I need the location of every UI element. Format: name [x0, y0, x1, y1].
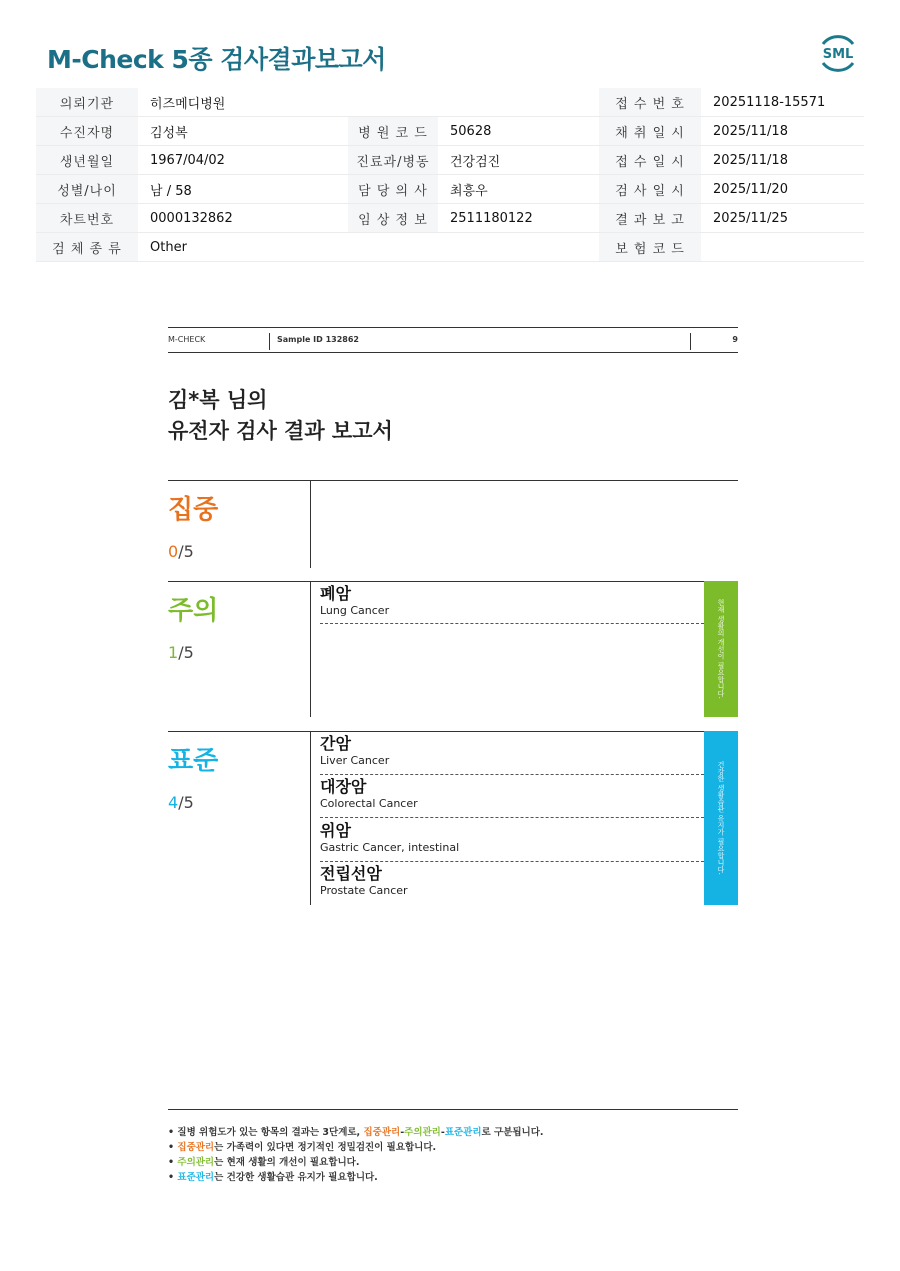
standard-side-text: 건강한 생활습관 유지가 필요합니다.: [717, 761, 725, 875]
value-receipt-date: 2025/11/18: [701, 146, 864, 175]
note-4: [168, 1170, 544, 1185]
legend-notes: [168, 1125, 544, 1185]
label-department: 진료과/병동: [348, 146, 438, 175]
caution-section-divider: [310, 581, 311, 717]
label-test-date: 검 사 일 시: [599, 175, 701, 204]
caution-count-value: 1: [168, 643, 179, 662]
info-row: [36, 88, 864, 117]
value-doctor: 최흥우: [438, 175, 599, 204]
disease-name-ko: 전립선암: [320, 864, 382, 883]
standard-count-value: 4: [168, 793, 179, 812]
value-result-report: 2025/11/25: [701, 204, 864, 233]
standard-category-count: [168, 793, 194, 812]
disease-name-en: Liver Cancer: [320, 754, 390, 767]
label-receipt-date: 접 수 일 시: [599, 146, 701, 175]
standard-category-name: 표준: [168, 746, 219, 776]
report-page: [168, 327, 738, 1227]
note-dash: -: [400, 1127, 405, 1138]
sml-logo: [815, 30, 861, 76]
caution-section-rule: [168, 581, 738, 582]
value-chart-number: 0000132862: [138, 204, 348, 233]
disease-name-en: Prostate Cancer: [320, 884, 408, 897]
focus-count-total: /5: [178, 542, 194, 561]
note-3: [168, 1155, 544, 1170]
standard-count-total: /5: [178, 793, 194, 812]
label-insurance-code: 보 험 코 드: [599, 233, 701, 262]
standard-side-bar: [704, 731, 738, 905]
note-text: 는 건강한 생활습관 유지가 필요합니다.: [214, 1172, 378, 1183]
standard-section-rule: [168, 731, 738, 732]
greeting-line-1: 김*복 님의: [168, 388, 268, 412]
value-patient-name: 김성복: [138, 117, 348, 146]
caution-category-count: [168, 643, 194, 662]
focus-count-value: 0: [168, 542, 179, 561]
list-item: [320, 822, 704, 862]
label-doctor: 담 당 의 사: [348, 175, 438, 204]
page-number: 9: [732, 335, 738, 344]
focus-section-rule: [168, 480, 738, 481]
header-sample-id: Sample ID 132862: [277, 335, 359, 344]
value-receipt-number: 20251118-15571: [701, 88, 864, 117]
label-collection-date: 채 취 일 시: [599, 117, 701, 146]
header-rule-top: [168, 327, 738, 328]
note-2: [168, 1140, 544, 1155]
value-hospital-code: 50628: [438, 117, 599, 146]
label-result-report: 결 과 보 고: [599, 204, 701, 233]
label-sex-age: 성별/나이: [36, 175, 138, 204]
focus-category-count: [168, 542, 194, 561]
note-standard-term: 표준관리: [444, 1127, 482, 1138]
note-dash: -: [440, 1127, 445, 1138]
header-brand: M-CHECK: [168, 335, 206, 344]
caution-side-bar: [704, 581, 738, 717]
disease-name-ko: 위암: [320, 821, 351, 840]
disease-name-ko: 폐암: [320, 584, 351, 603]
report-title: M-Check 5종 검사결과보고서: [47, 45, 386, 74]
list-item: [320, 735, 704, 775]
note-text: 질병 위험도가 있는 항목의 결과는 3단계로,: [177, 1127, 364, 1138]
value-sex-age: 남 / 58: [138, 175, 348, 204]
value-collection-date: 2025/11/18: [701, 117, 864, 146]
note-standard-term: 표준관리: [177, 1172, 215, 1183]
list-item: [320, 865, 704, 904]
disease-name-ko: 대장암: [320, 777, 367, 796]
caution-category-name: 주의: [168, 596, 219, 626]
note-text: 는 현재 생활의 개선이 필요합니다.: [214, 1157, 360, 1168]
label-clinical-info: 임 상 정 보: [348, 204, 438, 233]
info-row: [36, 175, 864, 204]
info-row: [36, 204, 864, 233]
focus-section-divider: [310, 480, 311, 568]
value-specimen-type: Other: [138, 233, 599, 262]
value-requesting-institution: 히즈메디병원: [138, 88, 599, 117]
header-rule-bottom: [168, 352, 738, 353]
greeting-line-2: 유전자 검사 결과 보고서: [168, 419, 393, 443]
label-requesting-institution: 의뢰기관: [36, 88, 138, 117]
list-item: [320, 778, 704, 818]
label-hospital-code: 병 원 코 드: [348, 117, 438, 146]
note-caution-term: 주의관리: [177, 1157, 215, 1168]
list-item: [320, 585, 704, 624]
disease-name-en: Gastric Cancer, intestinal: [320, 841, 460, 854]
value-test-date: 2025/11/20: [701, 175, 864, 204]
footer-rule: [168, 1109, 738, 1110]
label-receipt-number: 접 수 번 호: [599, 88, 701, 117]
label-patient-name: 수진자명: [36, 117, 138, 146]
info-row: [36, 146, 864, 175]
caution-side-text: 현재 생활의 개선이 필요합니다.: [717, 599, 725, 699]
greeting: [168, 385, 393, 447]
header-divider: [690, 333, 691, 350]
note-caution-term: 주의관리: [404, 1127, 441, 1138]
info-row: [36, 233, 864, 262]
label-specimen-type: 검 체 종 류: [36, 233, 138, 262]
standard-section-divider: [310, 731, 311, 905]
disease-name-en: Lung Cancer: [320, 604, 390, 617]
caution-count-total: /5: [178, 643, 194, 662]
note-text: 로 구분됩니다.: [481, 1127, 544, 1138]
value-department: 건강검진: [438, 146, 599, 175]
label-birth-date: 생년월일: [36, 146, 138, 175]
disease-name-ko: 간암: [320, 734, 351, 753]
note-focus-term: 집중관리: [363, 1127, 401, 1138]
info-row: [36, 117, 864, 146]
note-1: [168, 1125, 544, 1140]
header-divider: [269, 333, 270, 350]
value-clinical-info: 2511180122: [438, 204, 599, 233]
patient-info-table: [36, 88, 864, 262]
label-chart-number: 차트번호: [36, 204, 138, 233]
value-insurance-code: [701, 233, 864, 262]
value-birth-date: 1967/04/02: [138, 146, 348, 175]
note-text: 는 가족력이 있다면 정기적인 정밀검진이 필요합니다.: [214, 1142, 437, 1153]
disease-name-en: Colorectal Cancer: [320, 797, 418, 810]
note-focus-term: 집중관리: [177, 1142, 215, 1153]
focus-category-name: 집중: [168, 495, 219, 525]
logo-text: SML: [822, 47, 854, 62]
